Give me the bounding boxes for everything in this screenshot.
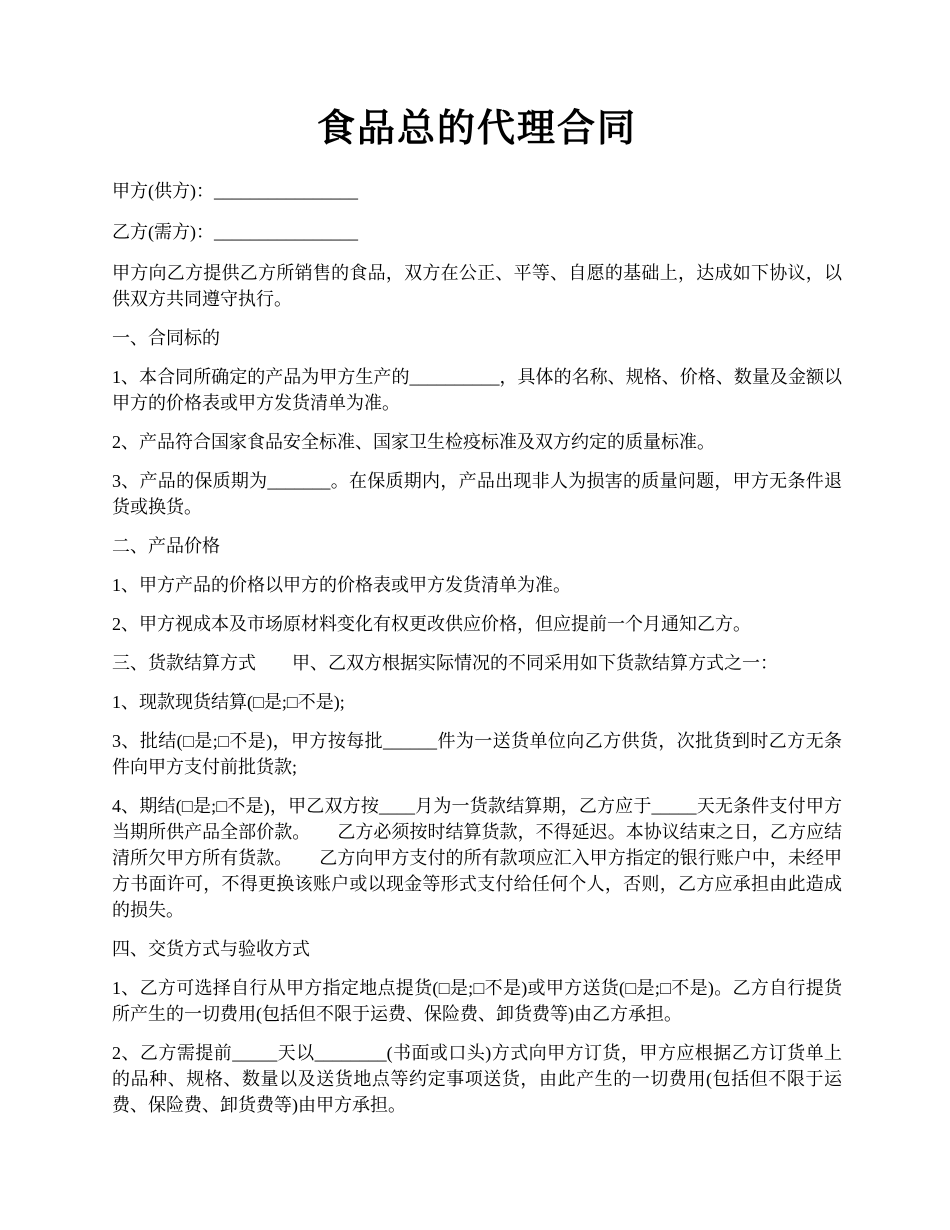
- section-1-clause-1: 1、本合同所确定的产品为甲方生产的__________，具体的名称、规格、价格、数量及金额以甲方的价格表或甲方发货清单为准。: [112, 367, 842, 413]
- section-3-clause-1: 1、现款现货结算(□是;□不是);: [112, 692, 345, 712]
- section-heading-4: 四、交货方式与验收方式: [112, 939, 310, 959]
- section-4-clause-2: 2、乙方需提前_____天以________(书面或口头)方式向甲方订货，甲方应根据乙方订货单上的品种、规格、数量以及送货地点等约定事项送货，由此产生的一切费用(包括但不限于运费、保险费、卸货费等)由甲方承担。: [112, 1043, 842, 1115]
- section-2-clause-1: 1、甲方产品的价格以甲方的价格表或甲方发货清单为准。: [112, 575, 571, 595]
- section-3-clause-3: 3、批结(□是;□不是)，甲方按每批______件为一送货单位向乙方供货，次批货到时乙方无条件向甲方支付前批货款;: [112, 731, 842, 777]
- party-b-blank: ________________: [214, 222, 358, 242]
- section-2-clause-2: 2、甲方视成本及市场原材料变化有权更改供应价格，但应提前一个月通知乙方。: [112, 614, 751, 634]
- party-b-label: 乙方(需方)：: [112, 222, 214, 242]
- intro-paragraph: 甲方向乙方提供乙方所销售的食品，双方在公正、平等、自愿的基础上，达成如下协议，以供双方共同遵守执行。: [112, 263, 842, 309]
- contract-title: 食品总的代理合同: [316, 108, 637, 150]
- section-heading-1: 一、合同标的: [112, 328, 220, 348]
- section-3-clause-4: 4、期结(□是;□不是)，甲乙双方按____月为一货款结算期，乙方应于_____天无条件支付甲方当期所供产品全部价款。 乙方必须按时结算货款，不得延迟。本协议结束之日，乙方应结清所欠甲方所有货款。 乙方向甲方支付的所有款项应汇入甲方指定的银行账户中，未经甲方书面许可，不得更换该账户或以现金等形式支付给任何个人，否则，乙方应承担由此造成的损失。: [112, 796, 842, 920]
- contract-document: [112, 0, 842, 1131]
- section-heading-3: 三、货款结算方式 甲、乙双方根据实际情况的不同采用如下货款结算方式之一：: [112, 653, 778, 673]
- section-1-clause-2: 2、产品符合国家食品安全标准、国家卫生检疫标准及双方约定的质量标准。: [112, 432, 715, 452]
- section-1-clause-3: 3、产品的保质期为_______。在保质期内，产品出现非人为损害的质量问题，甲方无条件退货或换货。: [112, 471, 842, 517]
- party-a-line: [112, 178, 842, 204]
- party-a-blank: ________________: [214, 181, 358, 201]
- section-heading-2: 二、产品价格: [112, 536, 220, 556]
- section-4-clause-1: 1、乙方可选择自行从甲方指定地点提货(□是;□不是)或甲方送货(□是;□不是)。乙方自行提货所产生的一切费用(包括但不限于运费、保险费、卸货费等)由乙方承担。: [112, 978, 842, 1024]
- party-a-label: 甲方(供方)：: [112, 181, 214, 201]
- party-b-line: [112, 219, 842, 245]
